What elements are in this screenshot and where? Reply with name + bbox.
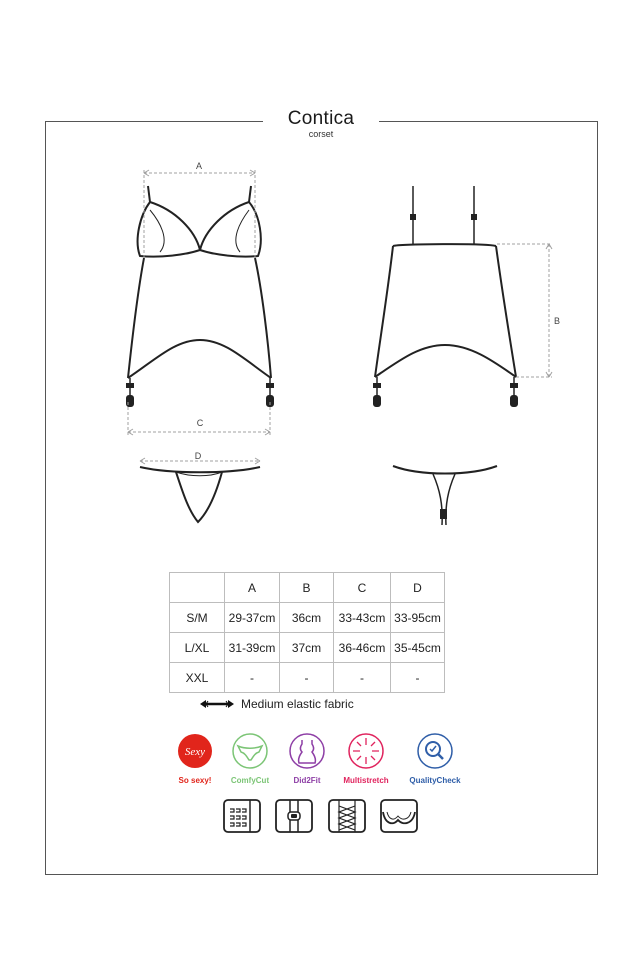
size-label: S/M [170,603,225,633]
feature-qualitycheck [400,733,470,785]
feature-label: QualityCheck [409,776,461,785]
table-cell: 36-46cm [334,633,391,663]
feature-label: Did2Fit [293,776,321,785]
product-type: corset [308,129,334,139]
header-cell: B [280,573,334,603]
table-cell: - [334,663,391,693]
table-cell: 33-95cm [391,603,445,633]
thong-back-drawing [393,466,497,525]
label-c: C [196,418,204,428]
table-cell: 36cm [280,603,334,633]
label-a: A [195,161,203,171]
feature-label: ComfyCut [230,776,270,785]
stretch-icon [346,733,386,769]
adjustable-strap-icon [274,798,314,834]
corset-front-drawing [127,186,273,406]
hook-closure-icon [222,798,262,834]
product-title: Contica [287,108,355,129]
table-row [170,633,445,663]
size-label: XXL [170,663,225,693]
corset-back-drawing [374,186,517,406]
sexy-badge-text: Sexy [184,746,206,758]
label-d: D [194,451,202,461]
fabric-info [199,697,354,711]
panties-icon [230,733,270,769]
table-cell: 33-43cm [334,603,391,633]
label-b: B [553,316,561,326]
feature-multistretch [331,733,401,785]
double-arrow-icon [199,699,235,709]
thong-front-drawing [140,467,260,522]
header-cell [170,573,225,603]
size-label: L/XL [170,633,225,663]
dress-icon [287,733,327,769]
size-table-header [170,573,445,603]
table-cell: 29-37cm [225,603,280,633]
lacing-icon [327,798,367,834]
table-row [170,603,445,633]
sexy-badge-icon [175,733,215,769]
size-table [169,572,445,693]
magnifier-check-icon [415,733,455,769]
fabric-label: Medium elastic fabric [241,697,354,711]
header-cell: D [391,573,445,603]
table-cell: 31-39cm [225,633,280,663]
table-cell: - [391,663,445,693]
table-cell: - [225,663,280,693]
dimension-a [144,170,255,258]
header-cell: A [225,573,280,603]
table-cell: - [280,663,334,693]
feature-label: So sexy! [178,776,212,785]
underwire-cup-icon [379,798,419,834]
table-row [170,663,445,693]
feature-label: Multistretch [343,776,389,785]
table-cell: 35-45cm [391,633,445,663]
header-cell: C [334,573,391,603]
table-cell: 37cm [280,633,334,663]
